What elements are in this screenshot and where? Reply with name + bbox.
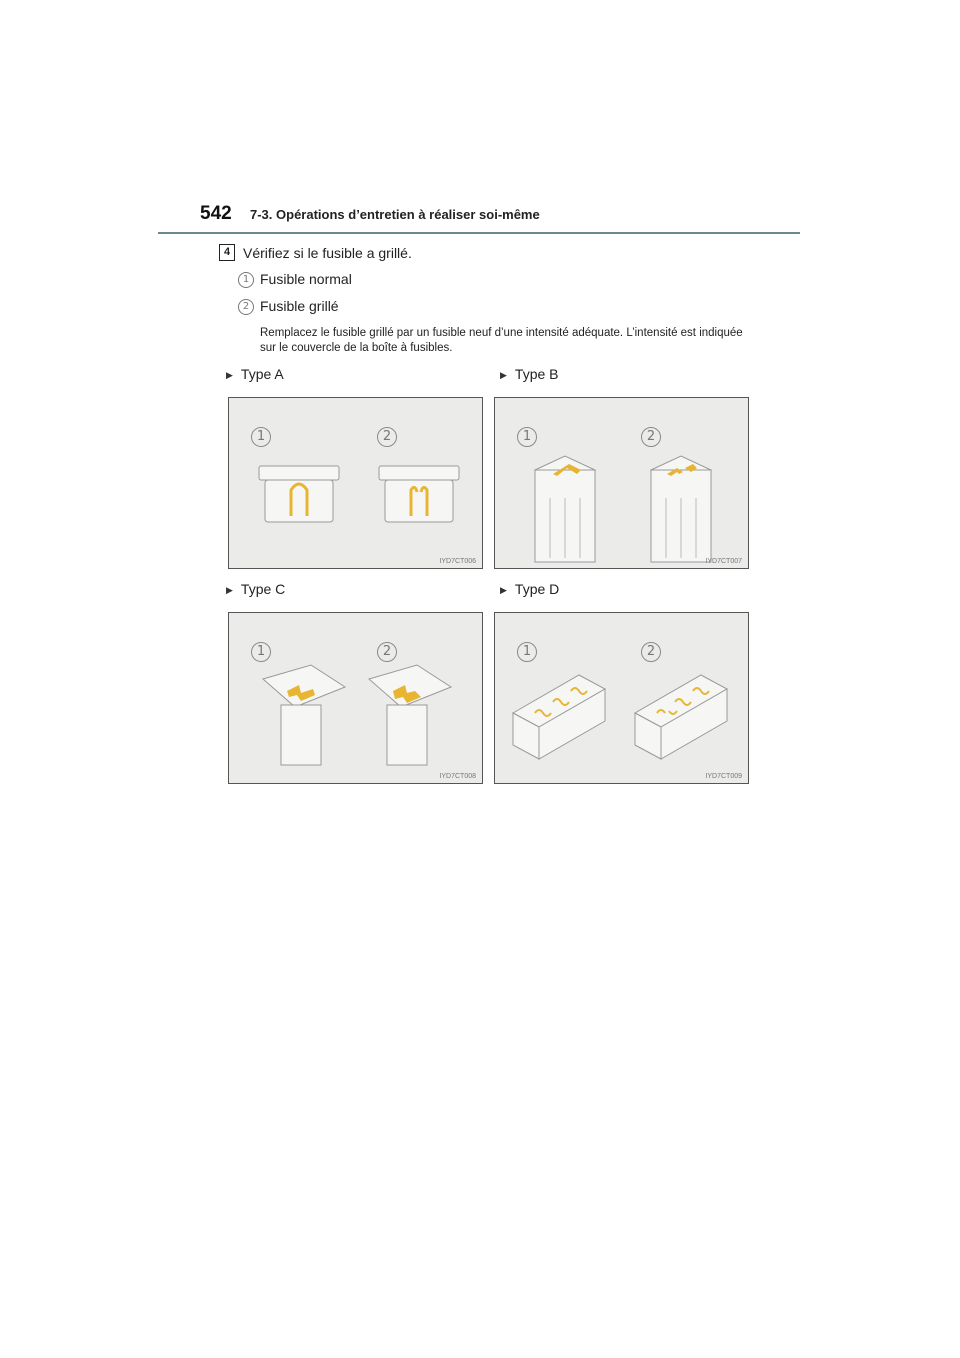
triangle-bullet-icon: ▶ <box>500 370 507 380</box>
step-badge: 4 <box>219 244 235 261</box>
callout-number-1: 1 <box>251 642 271 662</box>
type-b-fuses-drawing <box>495 398 749 569</box>
fuse-illustration-type-c <box>228 612 483 784</box>
fuse-illustration-type-d <box>494 612 749 784</box>
callout-number-2: 2 <box>377 427 397 447</box>
type-d-fuses-drawing <box>495 613 749 784</box>
triangle-bullet-icon: ▶ <box>226 370 233 380</box>
type-c-label: ▶ Type C <box>226 581 286 597</box>
item-label-blown-fuse: Fusible grillé <box>260 298 339 314</box>
section-title: 7-3. Opérations d’entretien à réaliser soi-même <box>250 207 540 222</box>
callout-number-1: 1 <box>251 427 271 447</box>
figure-code: IYD7CT009 <box>705 773 742 780</box>
type-c-fuses-drawing <box>229 613 483 784</box>
step-text: Vérifiez si le fusible a grillé. <box>243 245 412 261</box>
callout-number-1: 1 <box>517 642 537 662</box>
callout-number-2: 2 <box>641 642 661 662</box>
callout-number-2: 2 <box>377 642 397 662</box>
item-number-2: 2 <box>238 299 254 315</box>
fuse-illustration-type-a <box>228 397 483 569</box>
type-a-label: ▶ Type A <box>226 366 284 382</box>
triangle-bullet-icon: ▶ <box>226 585 233 595</box>
item-label-normal-fuse: Fusible normal <box>260 271 352 287</box>
type-a-fuses-drawing <box>229 398 483 569</box>
callout-number-1: 1 <box>517 427 537 447</box>
page-header <box>200 203 800 233</box>
header-rule <box>158 232 800 234</box>
item-number-1: 1 <box>238 272 254 288</box>
page-number: 542 <box>200 203 232 224</box>
figure-code: IYD7CT006 <box>439 558 476 565</box>
fuse-illustration-type-b <box>494 397 749 569</box>
figure-code: IYD7CT008 <box>439 773 476 780</box>
replacement-note: Remplacez le fusible grillé par un fusible neuf d’une intensité adéquate. L’intensité est indiquée sur le couvercle de la boîte à fusibles. <box>260 327 743 354</box>
callout-number-2: 2 <box>641 427 661 447</box>
triangle-bullet-icon: ▶ <box>500 585 507 595</box>
figure-code: IYD7CT007 <box>705 558 742 565</box>
type-d-label: ▶ Type D <box>500 581 560 597</box>
type-b-label: ▶ Type B <box>500 366 559 382</box>
